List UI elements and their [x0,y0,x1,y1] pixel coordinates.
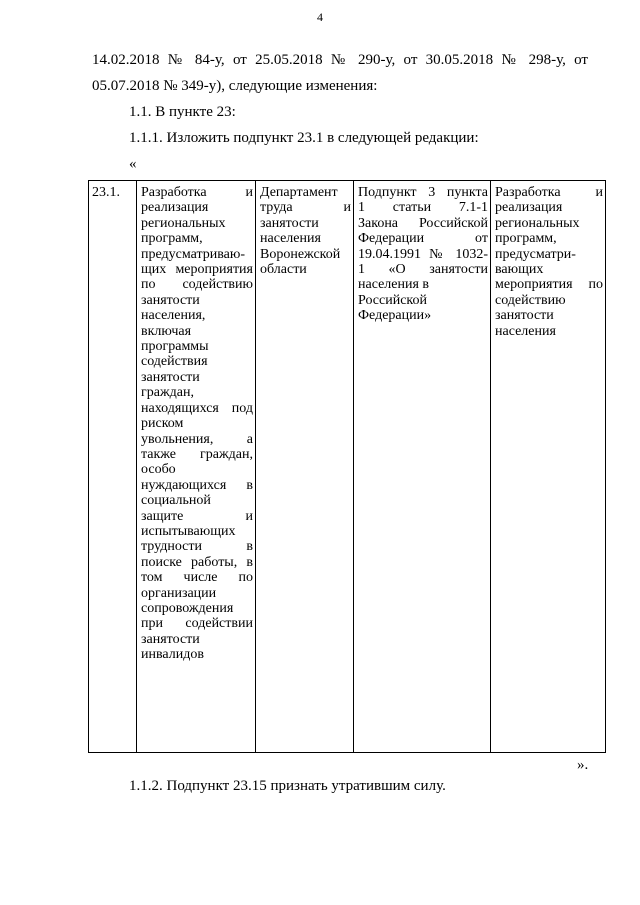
table-cell-line: Воронежской [260,246,341,262]
table-cell-line: при содействии [141,616,253,632]
table-cell-legal-basis [358,185,488,324]
table-left-border [88,180,89,753]
item-1-1: 1.1. В пункте 23: [129,104,236,120]
table-cell-num: 23.1. [92,185,120,200]
table-cell-line: граждан, [141,385,194,401]
table-cell-line: занятости [141,631,200,647]
table-cell-line: Разработка и [495,185,603,200]
table-cell-line: области [260,262,307,278]
table-cell-line: Российской [358,292,427,308]
table-cell-line: занятости [495,308,554,324]
table-cell-line: Федерации от [358,231,488,247]
table-cell-line: содействия [141,354,208,370]
table-cell-executor [260,185,351,277]
table-cell-result [495,185,603,339]
item-1-1-2: 1.1.2. Подпункт 23.15 признать утратившим силу. [129,778,446,794]
open-quote: « [129,156,137,172]
table-divider-1 [136,180,137,753]
table-cell-line: организации [141,585,217,601]
table-divider-3 [353,180,354,753]
table-cell-line: испытывающих [141,523,236,539]
table-cell-event [141,185,253,663]
table-cell-line: Департамент [260,185,338,200]
table-cell-line: населения [260,231,321,247]
table-cell-line: программ, [141,231,203,247]
table-cell-line: особо [141,462,176,478]
table-cell-line: увольнения, а [141,431,253,447]
table-cell-line: Закона Российской [358,215,488,231]
table-cell-line: риском [141,416,184,432]
table-cell-line: 1 статьи 7.1-1 [358,200,488,216]
table-cell-line: том числе по [141,570,253,586]
table-cell-line: содействию [495,292,566,308]
table-cell-line: также граждан, [141,446,253,462]
table-cell-line: социальной [141,493,211,509]
table-cell-line: занятости [141,369,200,385]
table-cell-line: Подпункт 3 пункта [358,185,488,200]
table-cell-line: нуждающихся в [141,477,253,493]
table-cell-line: защите и [141,508,253,524]
item-1-1-1: 1.1.1. Изложить подпункт 23.1 в следующей редакции: [129,130,479,146]
intro-line-1: 14.02.2018 № 84-у, от 25.05.2018 № 290-у, от 30.05.2018 № 298-у, от [92,52,588,68]
close-quote: ». [577,757,589,773]
page-number: 4 [317,10,323,24]
table-cell-line: сопровождения [141,600,234,616]
table-cell-line: занятости [141,292,200,308]
table-divider-4 [490,180,491,753]
table-cell-line: труда и [260,200,351,216]
table-cell-line: предусматри- [495,246,576,262]
table-cell-line: занятости [260,215,319,231]
table-cell-line: трудности в [141,539,253,555]
table-cell-line: населения в [358,277,430,293]
table-cell-line: 1 «О занятости [358,262,488,278]
table-cell-line: населения [495,323,556,339]
table-cell-line: вающих [495,262,544,278]
table-cell-line: 19.04.1991 № 1032- [358,246,488,262]
table-cell-line: реализация [141,200,209,216]
table-cell-line: поиске работы, в [141,554,253,570]
table-cell-line: населения, [141,308,206,324]
table-cell-line: программы [141,339,209,355]
table-top-border [88,180,606,181]
intro-line-2: 05.07.2018 № 349-у), следующие изменения: [92,78,378,94]
table-cell-line: находящихся под [141,400,253,416]
table-cell-line: программ, [495,231,557,247]
table-right-border [605,180,606,753]
table-cell-line: региональных [141,215,226,231]
table-cell-line: реализация [495,200,563,216]
table-cell-line: Федерации» [358,308,432,324]
table-cell-line: предусматриваю- [141,246,246,262]
table-cell-line: Разработка и [141,185,253,200]
table-divider-2 [255,180,256,753]
table-cell-line: инвалидов [141,647,204,663]
table-cell-line: региональных [495,215,580,231]
table-cell-line: мероприятия по [495,277,603,293]
table-bottom-border [88,752,606,753]
table-cell-line: щих мероприятия [141,262,253,278]
table-cell-line: включая [141,323,192,339]
table-cell-line: по содействию [141,277,253,293]
